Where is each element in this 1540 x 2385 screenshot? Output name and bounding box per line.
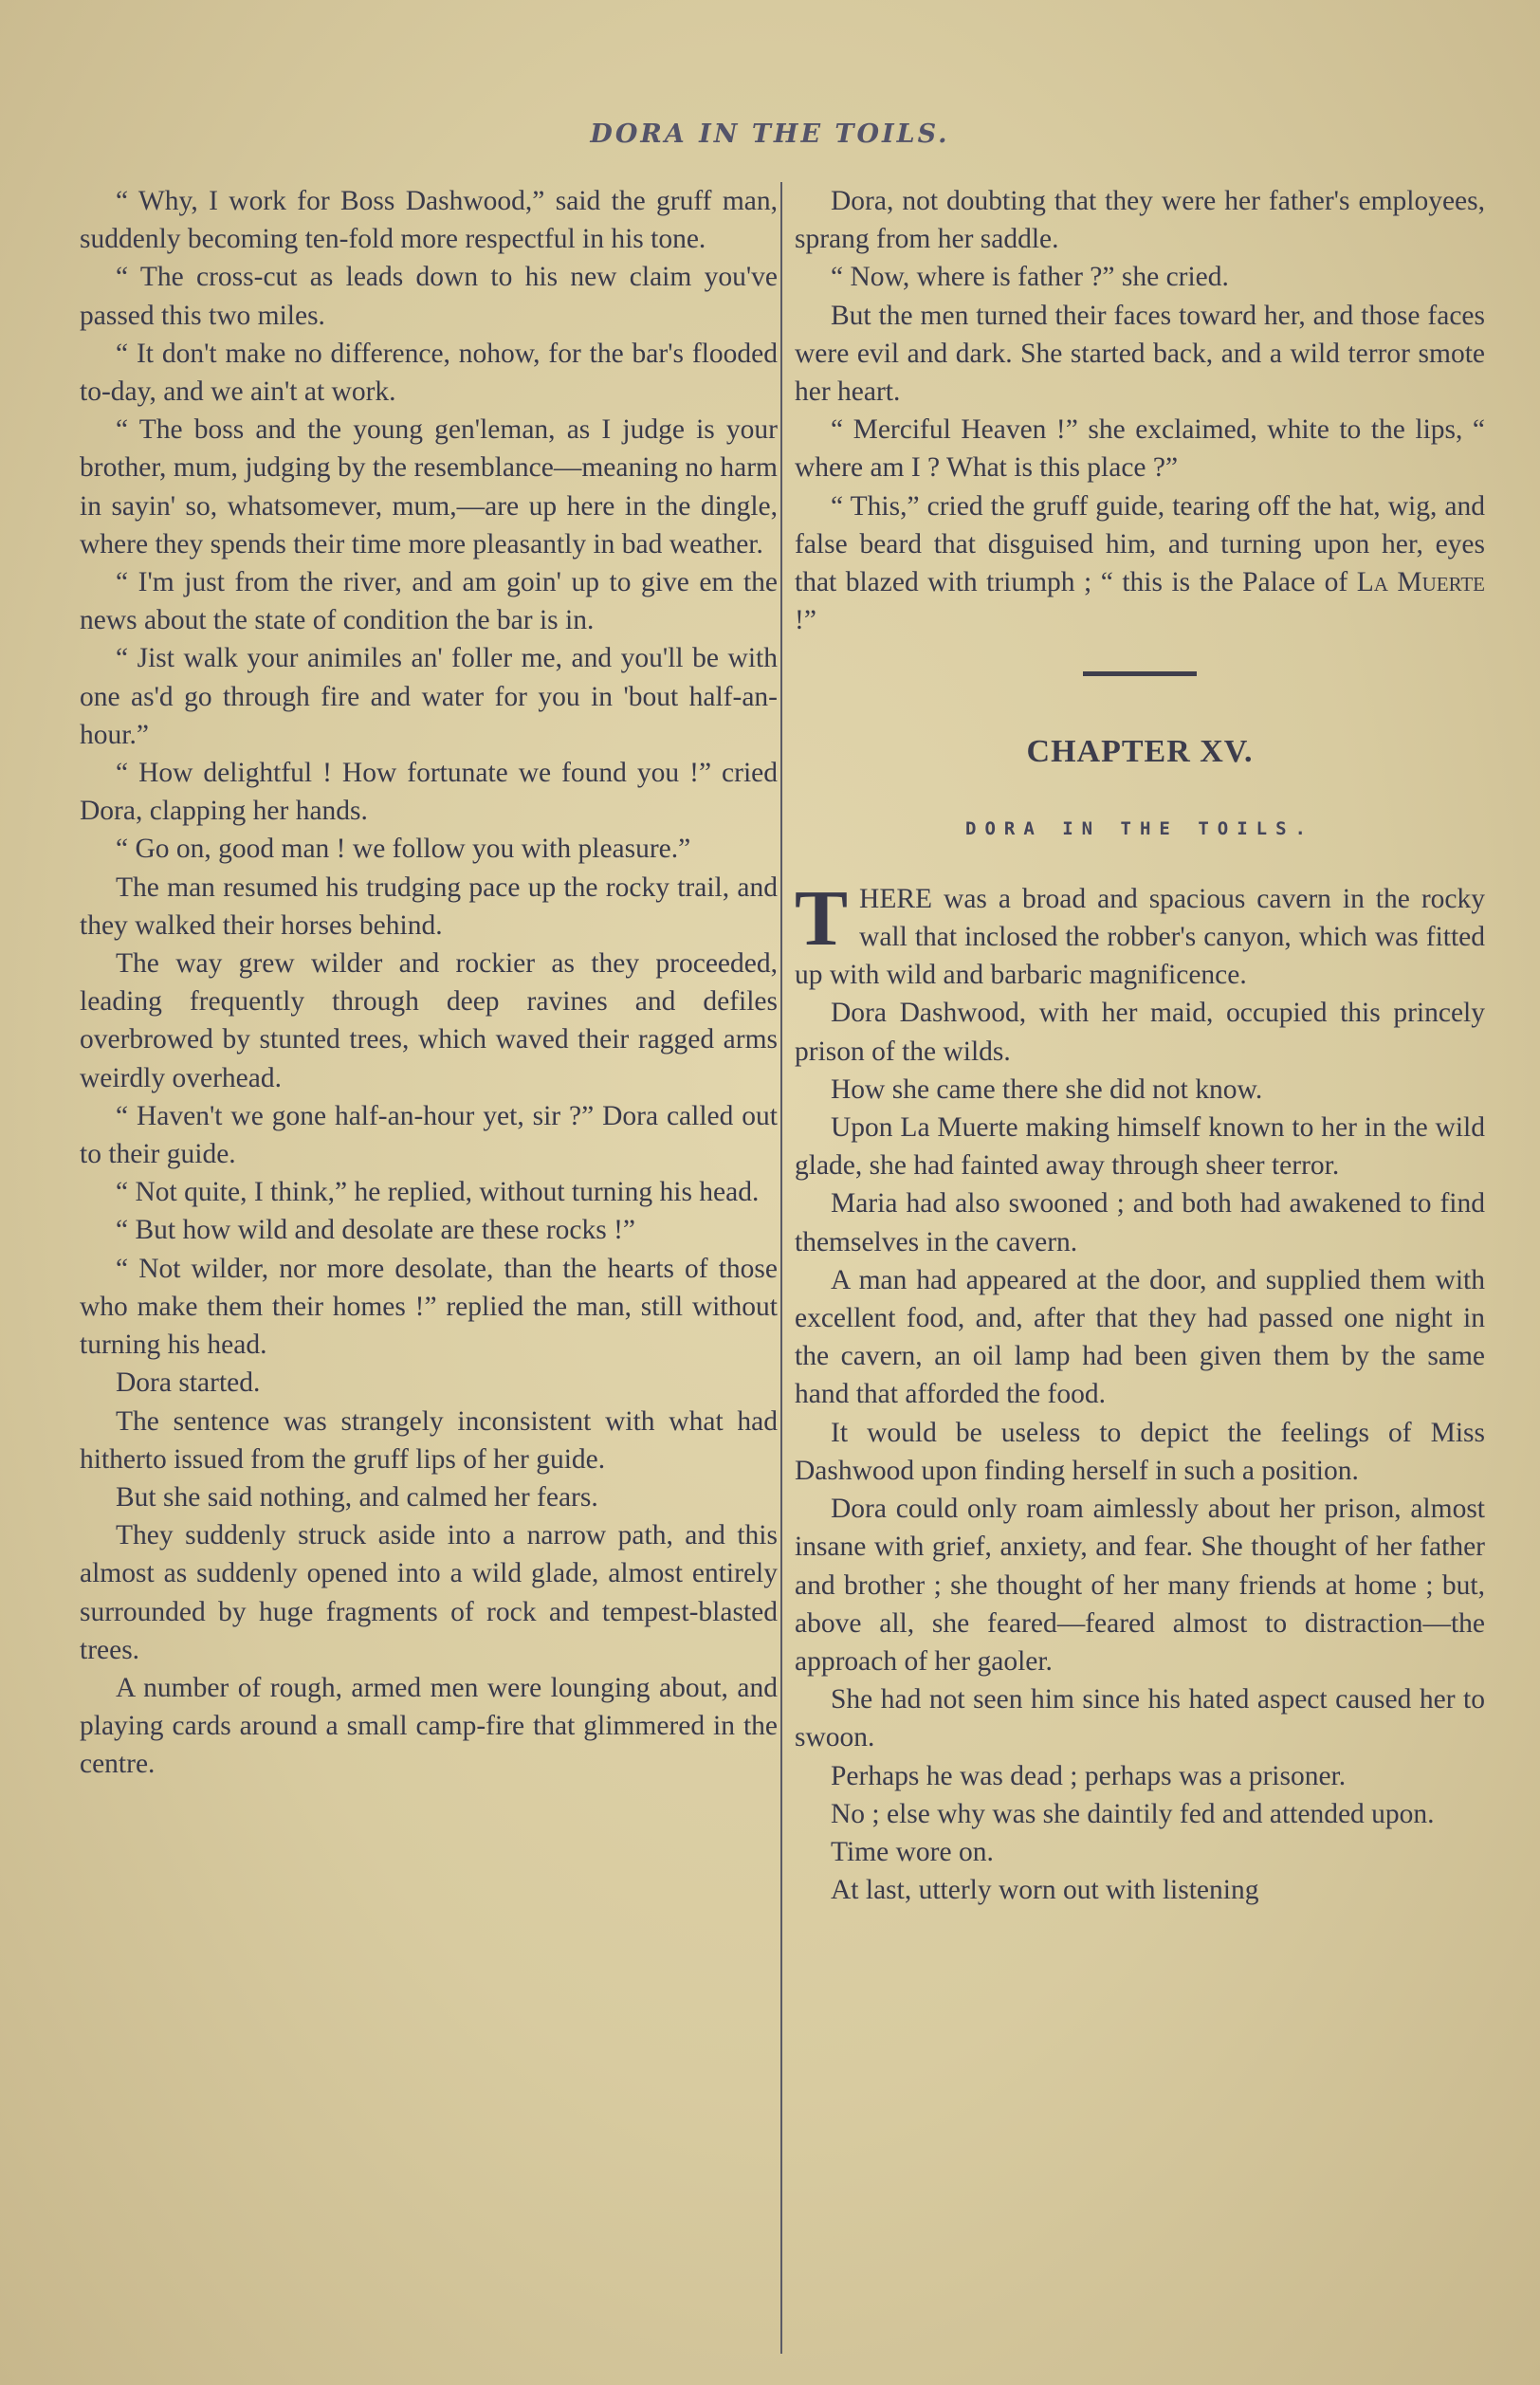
paragraph: Maria had also swooned ; and both had awakened to find themselves in the cavern. (795, 1188, 1485, 1257)
paragraph-text: HERE was a broad and spacious cavern in the rocky wall that inclosed the robber's canyon, which was fitted up with wild and barbaric magnificence. (795, 883, 1485, 991)
paragraph-end: !” (795, 605, 816, 636)
paragraph (795, 487, 1485, 640)
paragraph: “ Now, where is father ?” she cried. (831, 262, 1229, 293)
running-head: DORA IN THE TOILS. (590, 119, 950, 149)
section-divider (1083, 671, 1197, 676)
paragraph: How she came there she did not know. (831, 1073, 1263, 1105)
paragraph: “ The cross-cut as leads down to his new claim you've passed this two miles. (80, 262, 778, 331)
paragraph: Dora started. (116, 1367, 261, 1399)
paragraph: A number of rough, armed men were lounging about, and playing cards around a small camp-fire that glimmered in the centre. (80, 1672, 778, 1780)
paragraph: She had not seen him since his hated aspect caused her to swoon. (795, 1684, 1485, 1753)
paragraph: No ; else why was she daintily fed and attended upon. (831, 1798, 1435, 1829)
paragraph: A man had appeared at the door, and supplied them with excellent food, and, after that they had passed one night in the cavern, an oil lamp had been given them by the same hand that afforded the food. (795, 1264, 1485, 1410)
paragraph-text: “ This,” cried the gruff guide, tearing off the hat, wig, and false beard that disguised him, and turning upon her, eyes that blazed with triumph ; “ this is the Palace of (795, 490, 1485, 598)
chapter-subtitle: DORA IN THE TOILS. (965, 817, 1314, 839)
paragraph: “ The boss and the young gen'leman, as I judge is your brother, mum, judging by the resemblance—meaning no harm in sayin' so, whatsomever, mum,—are up here in the dingle, where they spends their time more pleasantly in bad weather. (80, 414, 778, 560)
paragraph: “ Haven't we gone half-an-hour yet, sir ?” Dora called out to their guide. (80, 1100, 778, 1170)
paragraph: “ How delightful ! How fortunate we found you !” cried Dora, clapping her hands. (80, 758, 778, 827)
paragraph: “ Go on, good man ! we follow you with pleasure.” (116, 834, 691, 865)
paragraph: At last, utterly worn out with listening (831, 1875, 1259, 1906)
drop-cap: T (795, 873, 849, 963)
paragraph: Dora, not doubting that they were her father's employees, sprang from her saddle. (795, 186, 1485, 255)
paragraph: It would be useless to depict the feelings of Miss Dashwood upon finding herself in such a position. (795, 1417, 1485, 1486)
paragraph: Perhaps he was dead ; perhaps was a prisoner. (831, 1760, 1347, 1791)
paragraph: “ Not quite, I think,” he replied, without turning his head. (116, 1177, 760, 1208)
paragraph: They suddenly struck aside into a narrow path, and this almost as suddenly opened into a wild glade, almost entirely surrounded by huge fragments of rock and tempest-blasted trees. (80, 1520, 778, 1665)
paragraph: “ Jist walk your animiles an' foller me, and you'll be with one as'd go through fire and water for you in 'bout half-an-hour.” (80, 643, 778, 750)
left-column (80, 182, 778, 2354)
chapter-title: CHAPTER XV. (1026, 734, 1254, 770)
paragraph: But she said nothing, and calmed her fears. (116, 1481, 598, 1513)
right-column (795, 182, 1485, 2354)
paragraph: But the men turned their faces toward her, and those faces were evil and dark. She started back, and a wild terror smote her heart. (795, 300, 1485, 408)
paragraph: The sentence was strangely inconsistent with what had hitherto issued from the gruff lips of her guide. (80, 1405, 778, 1475)
column-rule (780, 182, 782, 2354)
paragraph: Dora Dashwood, with her maid, occupied this princely prison of the wilds. (795, 998, 1485, 1067)
paragraph: Time wore on. (831, 1836, 994, 1867)
chapter-first-paragraph (795, 873, 1485, 995)
paragraph: Dora could only roam aimlessly about her prison, almost insane with grief, anxiety, and fear. She thought of her father and brother ; she thought of her many friends at home ; but, above all, she feared—feared almost to distraction—the approach of her gaoler. (795, 1494, 1485, 1677)
paragraph: “ Merciful Heaven !” she exclaimed, white to the lips, “ where am I ? What is this place ?” (795, 414, 1485, 484)
paragraph: “ It don't make no difference, nohow, for the bar's flooded to-day, and we ain't at work. (80, 338, 778, 408)
paragraph: The way grew wilder and rockier as they proceeded, leading frequently through deep ravines and defiles overbrowed by stunted trees, which waved their ragged arms weirdly overhead. (80, 948, 778, 1093)
paragraph: Upon La Muerte making himself known to her in the wild glade, she had fainted away through sheer terror. (795, 1112, 1485, 1182)
paragraph: The man resumed his trudging pace up the rocky trail, and they walked their horses behind. (80, 871, 778, 941)
paragraph: “ Not wilder, nor more desolate, than the hearts of those who make them their homes !” replied the man, still without turning his head. (80, 1253, 778, 1361)
paragraph: “ But how wild and desolate are these rocks !” (116, 1215, 636, 1246)
paragraph: “ I'm just from the river, and am goin' up to give em the news about the state of condition the bar is in. (80, 567, 778, 636)
name-la-muerte: La Muerte (1356, 567, 1485, 598)
paragraph: “ Why, I work for Boss Dashwood,” said the gruff man, suddenly becoming ten-fold more respectful in his tone. (80, 186, 778, 255)
